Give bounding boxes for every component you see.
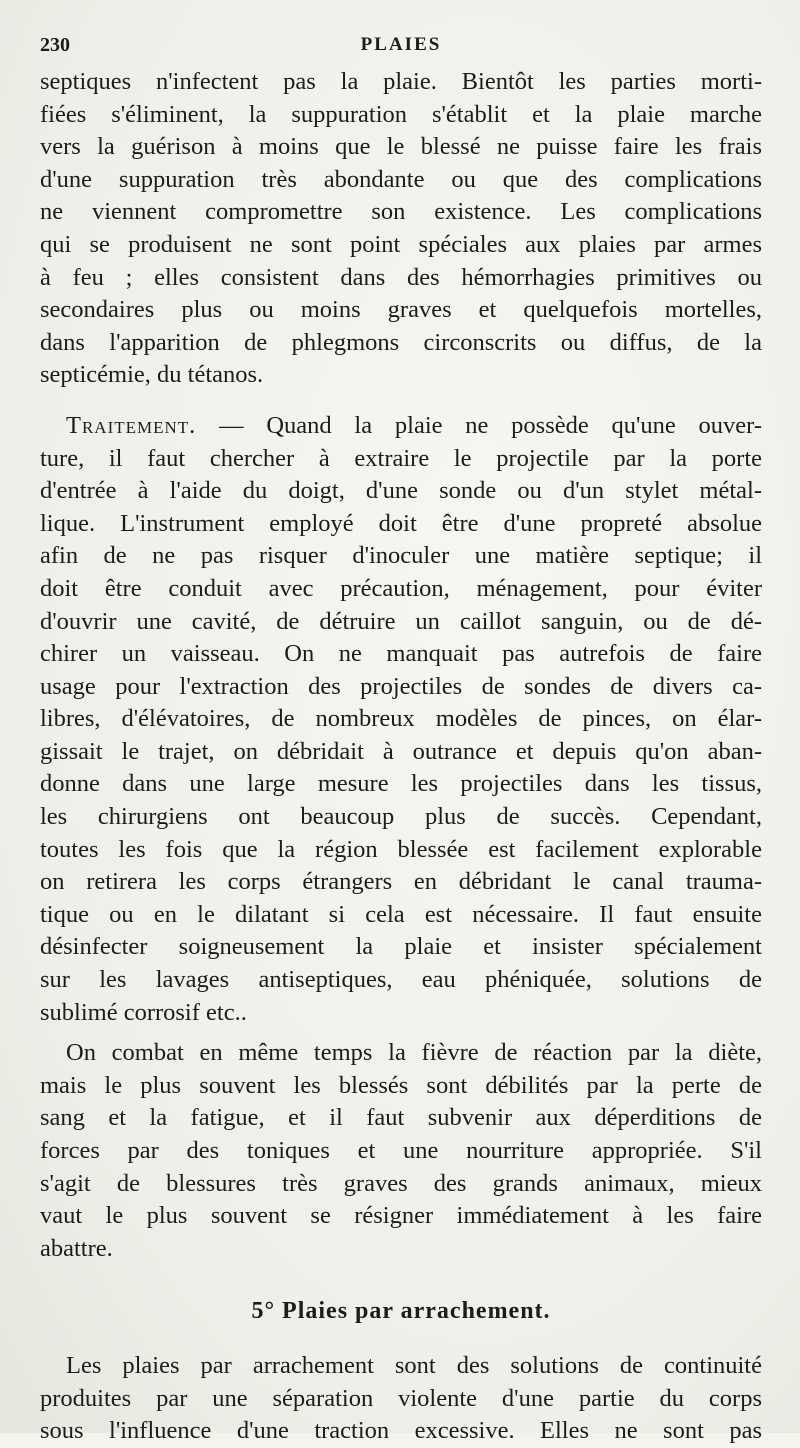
text-run: — Quand la plaie ne possède qu'une ouver-	[196, 411, 762, 439]
text-line: ne viennent compromettre son existence. Les complications	[40, 198, 762, 226]
text-line: ture, il faut chercher à extraire le projectile par la porte	[40, 444, 762, 472]
page-number: 230	[40, 34, 70, 56]
text-line: qui se produisent ne sont point spéciales aux plaies par armes	[40, 230, 762, 258]
text-line: Les plaies par arrachement sont des solutions de continuité	[66, 1351, 762, 1379]
paragraph-gap	[40, 1029, 762, 1037]
text-line: on retirera les corps étrangers en débridant le canal trauma-	[40, 868, 762, 896]
text-line: forces par des toniques et une nourriture appropriée. S'il	[40, 1137, 762, 1164]
text-line: vaut le plus souvent se résigner immédiatement à les faire	[40, 1202, 762, 1230]
text-line: à feu ; elles consistent dans des hémorrhagies primitives ou	[40, 263, 762, 291]
paragraph-arrachement	[40, 1350, 762, 1448]
text-line: les chirurgiens ont beaucoup plus de succès. Cependant,	[40, 803, 762, 831]
text-line: s'agit de blessures très graves des grands animaux, mieux	[40, 1169, 762, 1197]
running-head	[40, 32, 762, 62]
text-line: dans l'apparition de phlegmons circonscrits ou diffus, de la	[40, 328, 762, 356]
text-line: désinfecter soigneusement la plaie et insister spécialement	[40, 933, 762, 961]
body-text	[40, 66, 762, 1448]
text-line: usage pour l'extraction des projectiles de sondes de divers ca-	[40, 672, 762, 700]
text-line: abattre.	[40, 1234, 113, 1262]
paragraph-continuation	[40, 66, 762, 392]
text-line: chirer un vaisseau. On ne manquait pas autrefois de faire	[40, 640, 762, 668]
paragraph-heading: Traitement.	[66, 411, 197, 439]
text-line: mais le plus souvent les blessés sont débilités par la perte de	[40, 1071, 762, 1099]
paragraph-fievre	[40, 1037, 762, 1265]
text-line: sous l'influence d'une traction excessive. Elles ne sont pas	[40, 1417, 762, 1445]
text-line: libres, d'élévatoires, de nombreux modèles de pinces, on élar-	[40, 705, 762, 733]
text-line: d'entrée à l'aide du doigt, d'une sonde ou d'un stylet métal-	[40, 477, 762, 505]
text-line: sur les lavages antiseptiques, eau phéniquée, solutions de	[40, 966, 762, 994]
text-line: lique. L'instrument employé doit être d'une propreté absolue	[40, 509, 762, 537]
text-line: tique ou en le dilatant si cela est nécessaire. Il faut ensuite	[40, 900, 762, 928]
text-line: vers la guérison à moins que le blessé ne puisse faire les frais	[40, 133, 762, 161]
text-line: toutes les fois que la région blessée est facilement explorable	[40, 835, 762, 863]
text-line: fiées s'éliminent, la suppuration s'établit et la plaie marche	[40, 100, 762, 128]
text-line: sang et la fatigue, et il faut subvenir aux déperditions de	[40, 1104, 762, 1132]
text-line: On combat en même temps la fièvre de réaction par la diète,	[66, 1039, 762, 1067]
running-title: PLAIES	[360, 34, 442, 55]
text-line: doit être conduit avec précaution, ménagement, pour éviter	[40, 574, 762, 602]
text-line: septicémie, du tétanos.	[40, 361, 264, 389]
text-line: produites par une séparation violente d'une partie du corps	[40, 1384, 762, 1412]
text-line: gissait le trajet, on débridait à outrance et depuis qu'on aban-	[40, 737, 762, 765]
paragraph-traitement	[40, 410, 762, 1029]
text-line: sublimé corrosif etc..	[40, 998, 247, 1026]
text-line: d'ouvrir une cavité, de détruire un caillot sanguin, ou de dé-	[40, 607, 762, 635]
text-line: donne dans une large mesure les projectiles dans les tissus,	[40, 770, 762, 798]
text-line: secondaires plus ou moins graves et quelquefois mortelles,	[40, 296, 762, 324]
text-line: afin de ne pas risquer d'inoculer une matière septique; il	[40, 542, 762, 570]
paragraph-gap	[40, 392, 762, 410]
text-line: septiques n'infectent pas la plaie. Bientôt les parties morti-	[40, 68, 762, 95]
section-heading: 5° Plaies par arrachement.	[251, 1298, 551, 1325]
text-line: d'une suppuration très abondante ou que des complications	[40, 165, 762, 193]
text-line	[40, 410, 762, 443]
